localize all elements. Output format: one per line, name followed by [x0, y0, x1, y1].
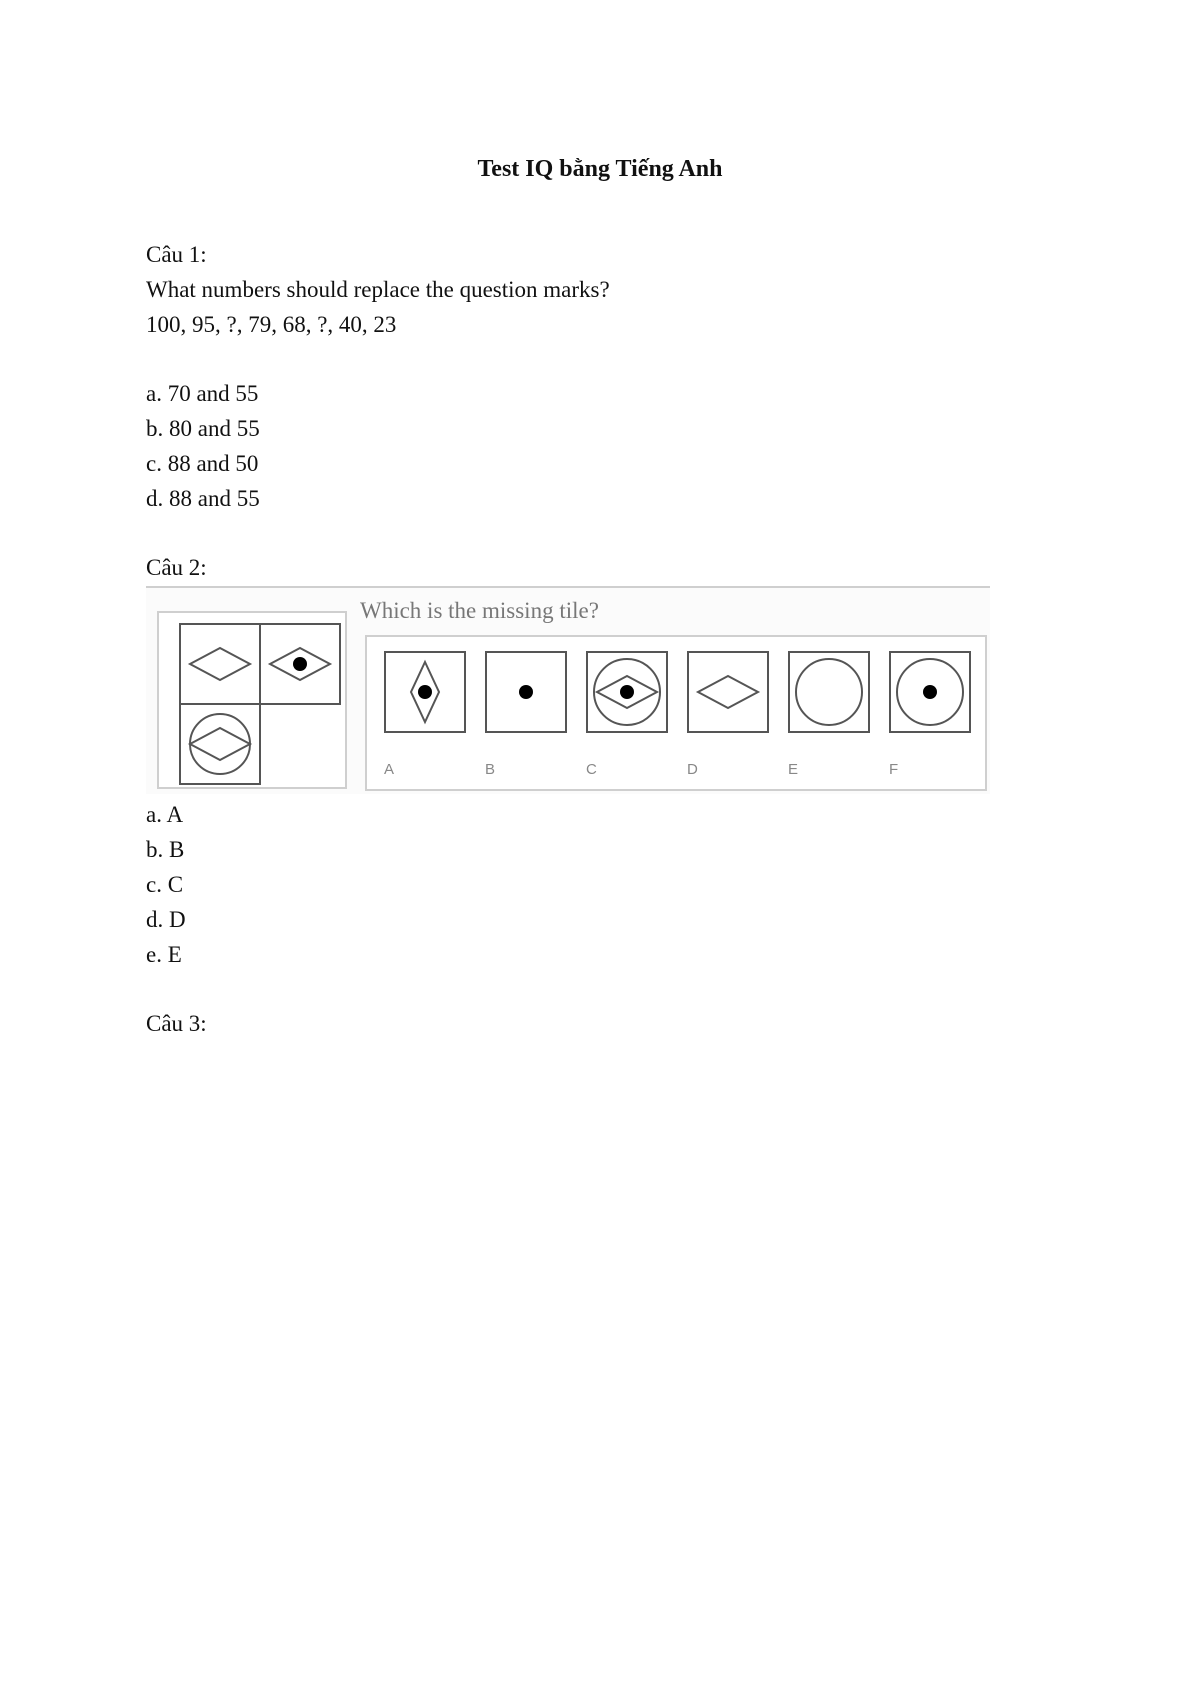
question-1-option-d: d. 88 and 55 [146, 486, 260, 511]
question-2-option-e: e. E [146, 942, 182, 967]
tile-letter-d: D [687, 761, 698, 778]
question-1-text: What numbers should replace the question marks? [146, 277, 610, 302]
figure-heading: Which is the missing tile? [360, 598, 599, 623]
question-2-option-c: c. C [146, 872, 184, 897]
question-2-option-b: b. B [146, 837, 185, 862]
question-1-label: Câu 1: [146, 242, 207, 267]
question-2-label: Câu 2: [146, 555, 207, 580]
tile-letter-a: A [384, 761, 395, 778]
question-1-option-a: a. 70 and 55 [146, 381, 259, 406]
question-1-sequence: 100, 95, ?, 79, 68, ?, 40, 23 [146, 312, 397, 337]
tile-letter-c: C [586, 761, 597, 778]
missing-tile-figure [146, 586, 990, 794]
question-2-option-a: a. A [146, 802, 184, 827]
tile-letter-b: B [485, 761, 496, 778]
question-2-option-d: d. D [146, 907, 186, 932]
page-title: Test IQ bằng Tiếng Anh [477, 156, 723, 182]
question-1-option-c: c. 88 and 50 [146, 451, 259, 476]
question-1-option-b: b. 80 and 55 [146, 416, 260, 441]
tile-letter-f: F [889, 761, 899, 778]
tile-letter-e: E [788, 761, 799, 778]
question-3-label: Câu 3: [146, 1011, 207, 1036]
